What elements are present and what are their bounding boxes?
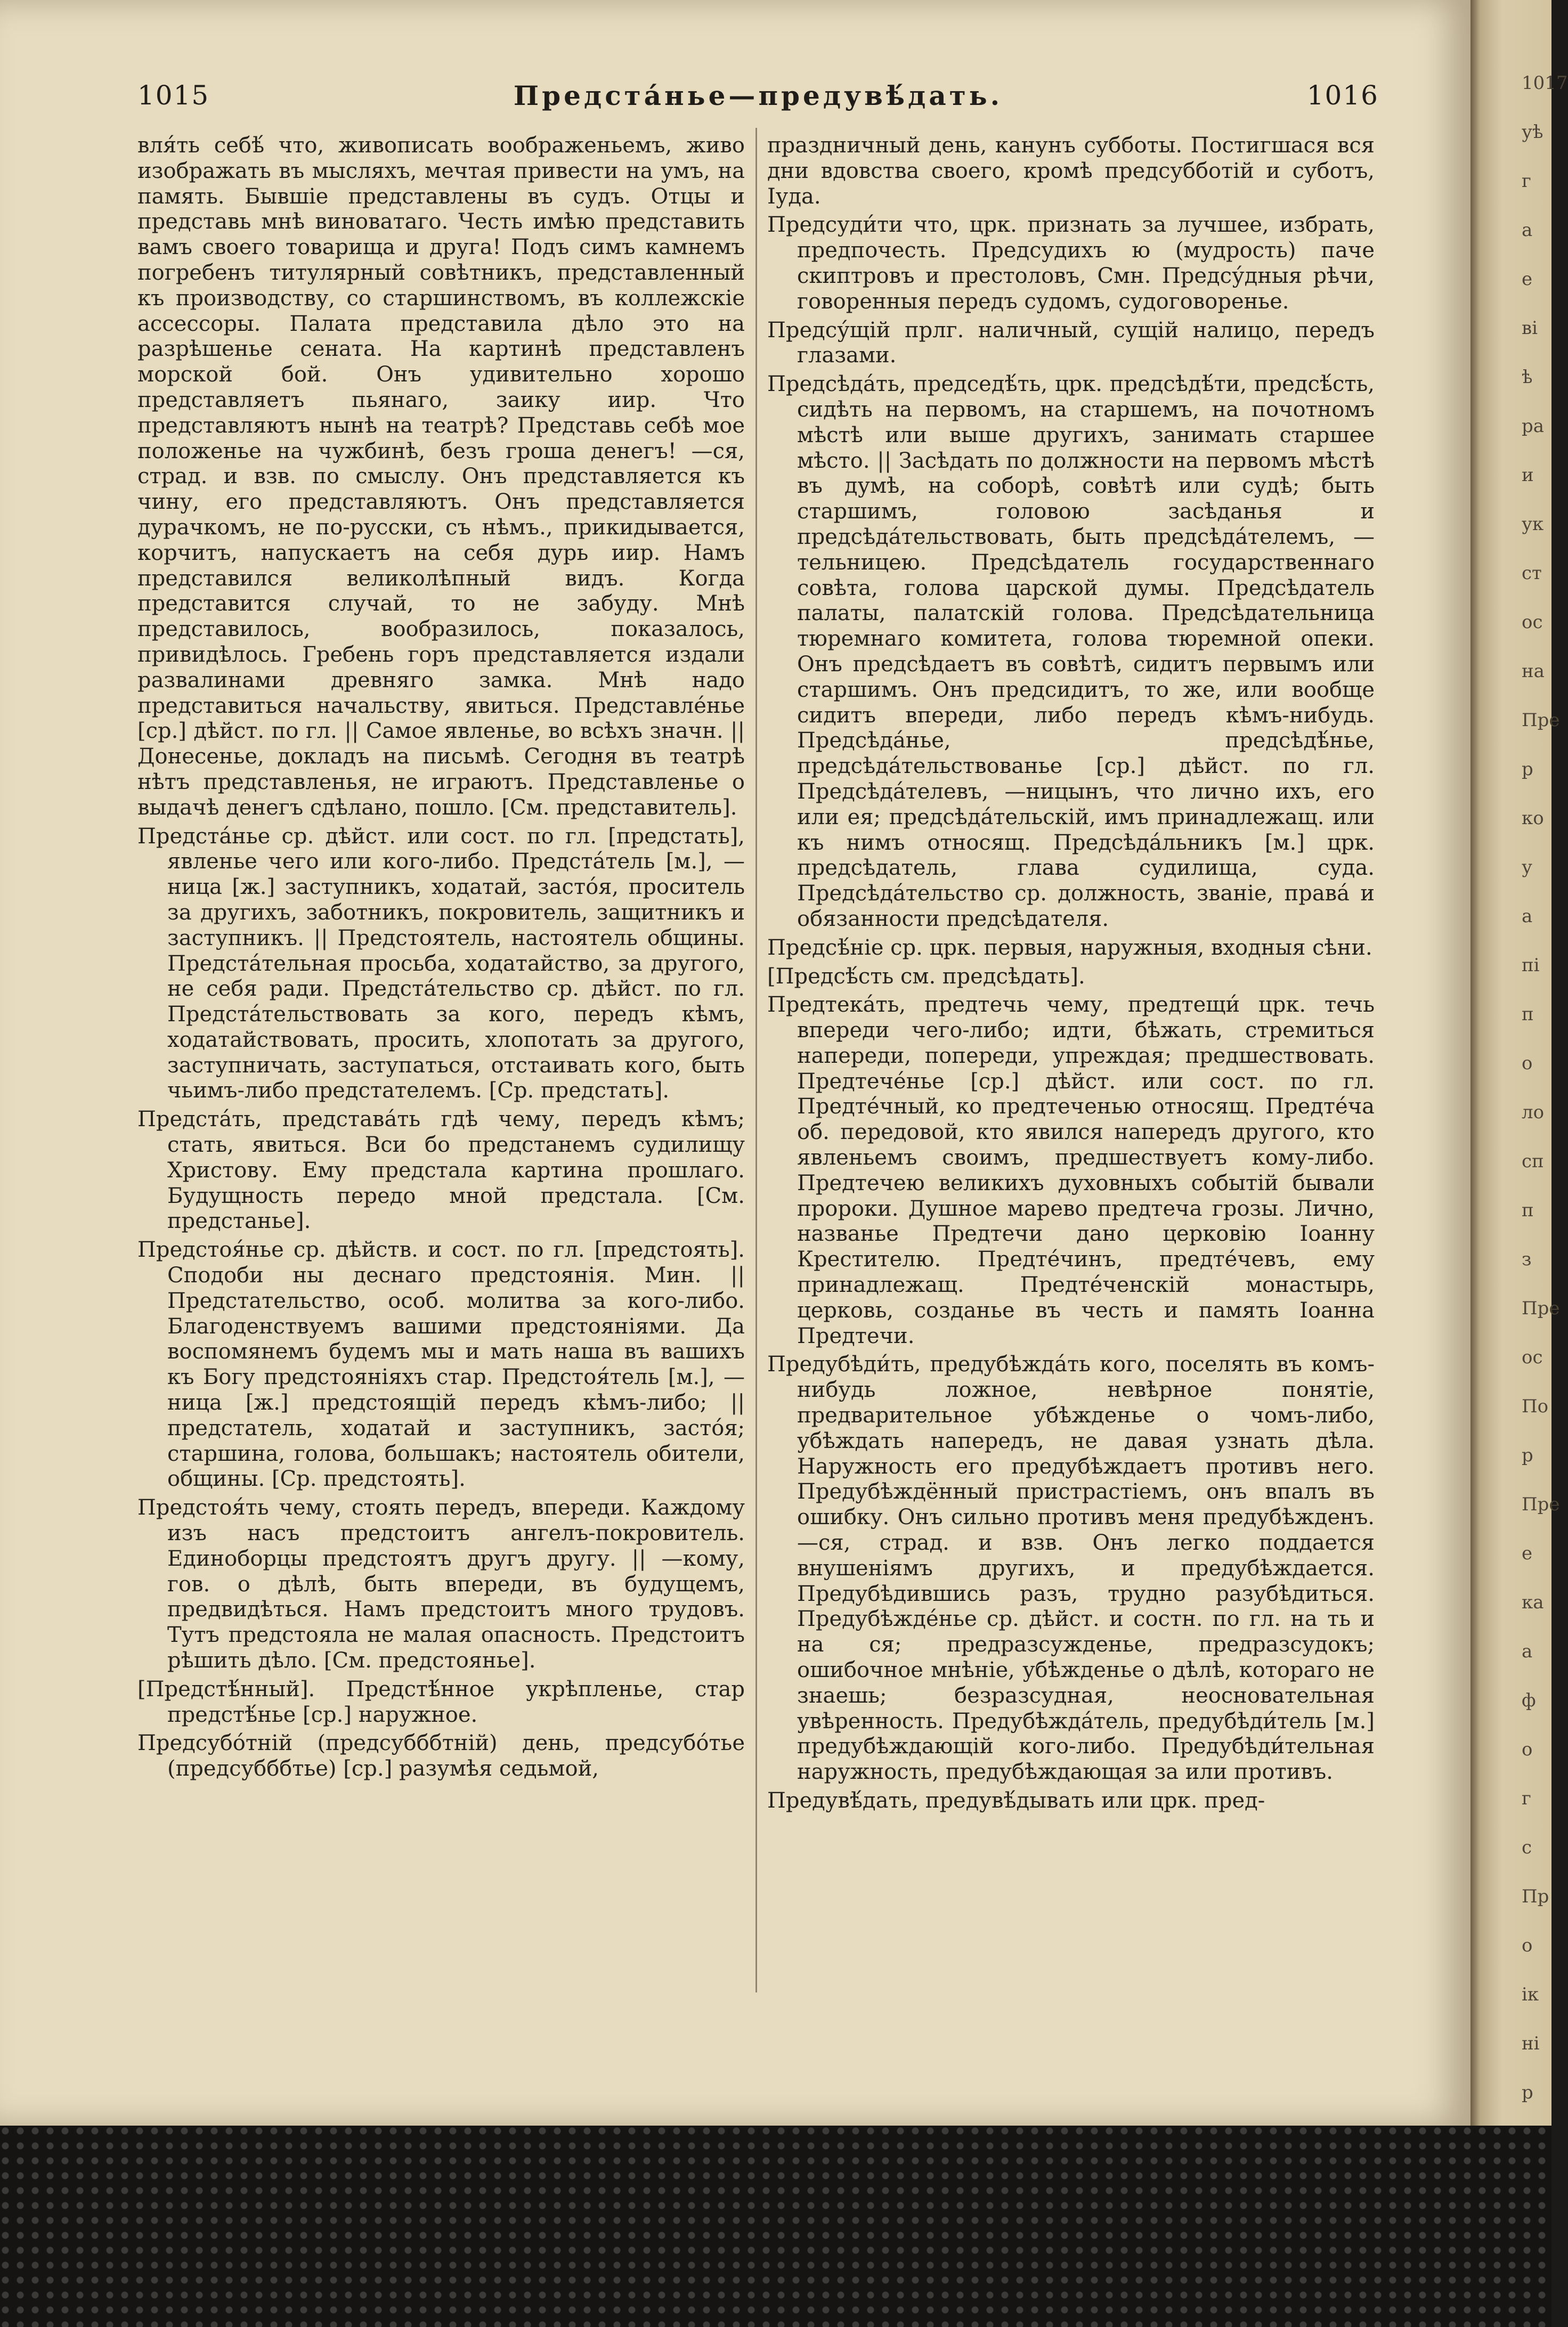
edge-fragment: ко	[1522, 808, 1544, 829]
edge-fragment: ст	[1522, 563, 1542, 584]
edge-fragment: а	[1522, 1641, 1533, 1662]
edge-fragment: у	[1522, 857, 1533, 878]
edge-fragment: ка	[1522, 1592, 1544, 1613]
edge-fragment: р	[1522, 2082, 1533, 2103]
edge-fragment: уѣ	[1522, 121, 1543, 143]
edge-fragment: п	[1522, 1200, 1534, 1221]
dictionary-entry: Предубѣди́ть, предубѣжда́ть кого, поселять въ комъ-нибудь ложное, невѣрное понятіе, предварительное убѣжденье о чомъ-либо, убѣждать напередъ, не давая узнать дѣла. Наружность его предубѣждаетъ противъ него. Предубѣждённый пристрастіемъ, онъ впалъ въ ошибку. Онъ сильно противъ меня предубѣжденъ. —ся, страд. и взв. Онъ легко поддается внушеніямъ другихъ, и предубѣждается. Предубѣдившись разъ, трудно разубѣдиться. Предубѣжде́нье ср. дѣйст. и состн. по гл. на ть и на ся; предразсужденье, предразсудокъ; ошибочное мнѣніе, убѣжденье о дѣлѣ, котораго не знаешь; безразсудная, неосновательная увѣренность. Предубѣжда́тель, предубѣди́тель [м.] предубѣждающій кого-либо. Предубѣди́тельная наружность, предубѣждающая за или противъ.	[767, 1352, 1375, 1785]
edge-fragment: ф	[1522, 1690, 1536, 1711]
edge-fragment: и	[1522, 465, 1534, 486]
edge-fragment: Пре	[1522, 710, 1560, 731]
edge-fragment: е	[1522, 268, 1533, 290]
edge-fragment: ѣ	[1522, 367, 1533, 388]
edge-fragment: пі	[1522, 955, 1540, 976]
edge-fragment: ні	[1522, 2033, 1540, 2054]
edge-fragment: р	[1522, 1445, 1533, 1466]
edge-fragment: о	[1522, 1935, 1533, 1956]
dictionary-entry: Предсѣ́ніе ср. црк. первыя, наружныя, входныя сѣни.	[767, 935, 1372, 960]
left-page-number: 1015	[137, 80, 210, 111]
dictionary-entry: Предста́ть, представа́ть гдѣ чему, передъ кѣмъ; стать, явиться. Вси бо предстанемъ судилищу Христову. Ему предстала картина прошлаго. Будущность передо мной предстала. [См. предстанье].	[137, 1107, 745, 1234]
edge-fragment: р	[1522, 759, 1533, 780]
edge-fragment: п	[1522, 1004, 1534, 1025]
edge-fragment: ос	[1522, 1347, 1543, 1368]
dictionary-entry: Предсу́щій прлг. наличный, сущій налицо, передъ глазами.	[767, 318, 1375, 368]
dictionary-entry: Предстоя́нье ср. дѣйств. и сост. по гл. [предстоять]. Сподоби ны деснаго предстоянія. Мин. || Предстательство, особ. молитва за кого-либо. Благоденствуемъ вашими предстояніями. Да воспомянемъ будемъ мы и мать наша въ вашихъ къ Богу предстояніяхъ стар. Предстоя́тель [м.], —ница [ж.] предстоящій передъ кѣмъ-либо; || предстатель, ходатай и заступникъ, засто́я; старшина, голова, большакъ; настоятель обители, общины. [Ср. предстоять].	[137, 1238, 745, 1492]
dictionary-entry: Предсѣда́ть, председѣ́ть, црк. предсѣдѣ́ти, предсѣ́сть, сидѣть на первомъ, на старшемъ, на почотномъ мѣстѣ или выше другихъ, занимать старшее мѣсто. || Засѣдать по должности на первомъ мѣстѣ въ думѣ, на соборѣ, совѣтѣ или судѣ; быть старшимъ, головою засѣданья и предсѣда́тельствовать, быть предсѣда́телемъ, —тельницею. Предсѣдатель государственнаго совѣта, голова царской думы. Предсѣдатель палаты, палатскій голова. Предсѣдательница тюремнаго комитета, голова тюремной опеки. Онъ предсѣдаетъ въ совѣтѣ, сидитъ первымъ или старшимъ. Онъ предсидитъ, то же, или вообще сидитъ впереди, либо передъ кѣмъ-нибудь. Предсѣда́нье, предсѣдѣ́нье, предсѣда́тельствованье [ср.] дѣйст. по гл. Предсѣда́телевъ, —ницынъ, что лично ихъ, его или ея; предсѣда́тельскій, имъ принадлежащ. или къ нимъ относящ. Предсѣда́льникъ [м.] црк. предсѣдатель, глава судилища, суда. Предсѣда́тельство ср. должность, званіе, права́ и обязанности предсѣдателя.	[767, 372, 1375, 931]
running-title: Предста́нье—предувѣ́дать.	[513, 80, 1003, 111]
edge-fragment: з	[1522, 1249, 1532, 1270]
edge-fragment: 1017	[1522, 72, 1568, 94]
edge-fragment: о	[1522, 1739, 1533, 1760]
dictionary-entry: вля́ть себѣ́ что, живописать воображеньемъ, живо изображать въ мысляхъ, мечтая привести на умъ, на память. Бывшіе представлены въ судъ. Отцы и представь мнѣ виноватаго. Честь имѣю представить вамъ своего товарища и друга! Подъ симъ камнемъ погребенъ титулярный совѣтникъ, представленный къ производству, со старшинствомъ, въ коллежскіе ассессоры. Палата представила дѣло это на разрѣшенье сената. На картинѣ представленъ морской бой. Онъ удивительно хорошо представляетъ пьянаго, заику иир. Что представляютъ нынѣ на театрѣ? Представь себѣ мое положенье на чужбинѣ, безъ гроша денегъ! —ся, страд. и взв. по смыслу. Онъ представляется къ чину, его представляютъ. Онъ представляется дурачкомъ, не по-русски, съ нѣмъ., прикидывается, корчитъ, напускаетъ на себя дурь иир. Намъ представился великолѣпный видъ. Когда представится случай, то не забуду. Мнѣ представилось, вообразилось, показалось, привидѣлось. Гребень горъ представляется издали развалинами древняго замка. Мнѣ надо представиться начальству, явиться. Представле́нье [ср.] дѣйст. по гл. || Самое явленье, во всѣхъ значн. || Донесенье, докладъ на письмѣ. Сегодня въ театрѣ нѣтъ представленья, не играютъ. Представленье о выдачѣ денегъ сдѣлано, пошло. [См. представитель].	[137, 133, 745, 820]
edge-fragment: а	[1522, 906, 1533, 927]
edge-fragment: Пр	[1522, 1886, 1549, 1907]
next-page-edge	[1470, 0, 1568, 2126]
edge-fragment: ра	[1522, 416, 1545, 437]
edge-fragment: г	[1522, 1788, 1531, 1809]
edge-fragment: ос	[1522, 612, 1543, 633]
edge-fragment: с	[1522, 1837, 1532, 1858]
edge-fragment: ві	[1522, 318, 1538, 339]
edge-fragment: на	[1522, 661, 1545, 682]
edge-fragment: ік	[1522, 1984, 1539, 2005]
column-divider	[755, 128, 757, 1992]
dictionary-entry: праздничный день, канунъ субботы. Постигшася вся дни вдовства своего, кромѣ предсубботій и суботъ, Іуда.	[767, 133, 1375, 209]
edge-fragment: ло	[1522, 1102, 1545, 1123]
edge-fragment: а	[1522, 219, 1533, 241]
edge-fragment: г	[1522, 170, 1531, 192]
page-header	[137, 80, 1379, 117]
edge-fragment: сп	[1522, 1151, 1544, 1172]
dictionary-entry: Предста́нье ср. дѣйст. или сост. по гл. [предстать], явленье чего или кого-либо. Предста́тель [м.], —ница [ж.] заступникъ, ходатай, засто́я, проситель за другихъ, заботникъ, покровитель, защитникъ и заступникъ. || Предстоятель, настоятель общины. Предста́тельная просьба, ходатайство, за другого, не себя ради. Предста́тельство ср. дѣйст. по гл. Предста́тельствовать за кого, передъ кѣмъ, ходатайствовать, просить, хлопотать за другого, заступничать, заступаться, отстаивать кого, быть чьимъ-либо предстателемъ. [Ср. предстать].	[137, 824, 745, 1103]
dictionary-entry: [Предстѣ́нный]. Предстѣ́нное укрѣпленье, стар предстѣ́нье [ср.] наружное.	[137, 1677, 745, 1727]
left-column	[137, 133, 745, 2104]
edge-fragment: ук	[1522, 514, 1544, 535]
next-page-fragments	[1522, 59, 1568, 2264]
dictionary-entry: Предсуди́ти что, црк. признать за лучшее, избрать, предпочесть. Предсудихъ ю (мудрость) паче скиптровъ и престоловъ, Смн. Предсу́дныя рѣчи, говоренныя передъ судомъ, судоговоренье.	[767, 213, 1375, 314]
right-column	[767, 133, 1375, 2104]
dictionary-entry: Предстоя́ть чему, стоять передъ, впереди. Каждому изъ насъ предстоитъ ангелъ-покровитель. Единоборцы предстоятъ другъ другу. || —кому, гов. о дѣлѣ, быть впереди, въ будущемъ, предвидѣться. Намъ предстоитъ много трудовъ. Тутъ предстояла не малая опасность. Предстоитъ рѣшить дѣло. [См. предстоянье].	[137, 1495, 745, 1673]
edge-fragment: о	[1522, 1053, 1533, 1074]
edge-fragment: е	[1522, 1543, 1533, 1564]
dictionary-entry: Предувѣ́дать, предувѣ́дывать или црк. пред-	[767, 1788, 1265, 1813]
right-page-number: 1016	[1306, 80, 1379, 111]
scanner-background	[0, 2126, 1551, 2327]
dictionary-entry: [Предсѣ́сть см. предсѣдать].	[767, 964, 1085, 989]
edge-fragment: Пре	[1522, 1298, 1560, 1319]
edge-fragment: По	[1522, 1396, 1549, 1417]
dictionary-entry: Предтека́ть, предтечь чему, предтещи́ црк. течь впереди чего-либо; идти, бѣжать, стремиться напереди, попереди, упреждая; предшествовать. Предтече́нье [ср.] дѣйст. или сост. по гл. Предте́чный, ко предтеченью относящ. Предте́ча об. передовой, кто явился напередъ другого, кто явленьемъ своимъ, предшествуетъ кому-либо. Предтечею великихъ духовныхъ событій бывали пророки. Душное марево предтеча грозы. Лично, названье Предтечи дано церковію Іоанну Крестителю. Предте́чинъ, предте́чевъ, ему принадлежащ. Предте́ченскій монастырь, церковь, созданье въ честь и память Іоанна Предтечи.	[767, 992, 1375, 1348]
edge-fragment: Пре	[1522, 1494, 1560, 1515]
dictionary-entry: Предсубо́тній (предсубббтній) день, предсубо́тье (предсубббтье) [ср.] разумѣя седьмой,	[137, 1731, 745, 1781]
